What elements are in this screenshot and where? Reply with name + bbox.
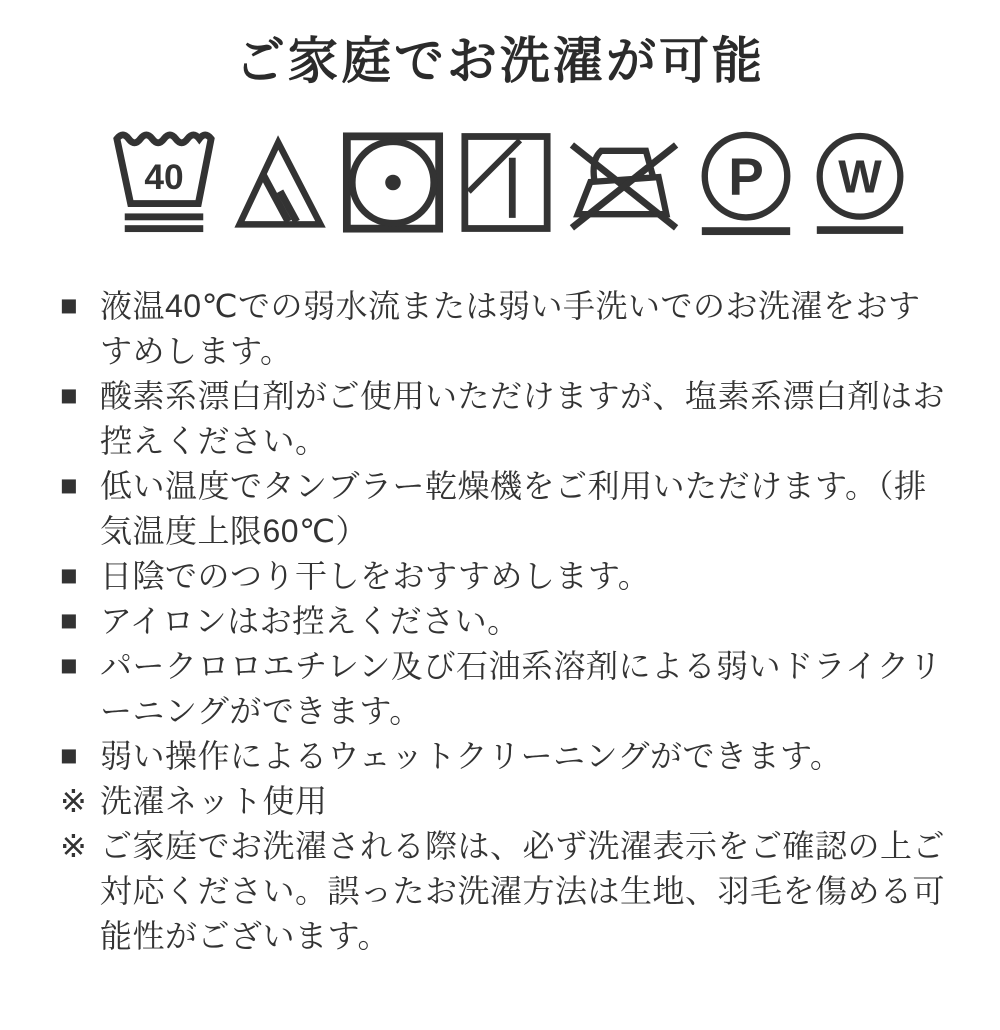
instruction-text: 液温40℃での弱水流または弱い手洗いでのお洗濯をおすすめします。 (100, 288, 921, 369)
instruction-text: パークロロエチレン及び石油系溶剤による弱いドライクリーニングができます。 (100, 648, 942, 729)
note-marker: ※ (60, 783, 87, 819)
square-bullet: ■ (60, 470, 78, 502)
instruction-text: 弱い操作によるウェットクリーニングができます。 (100, 738, 843, 774)
shade-hang-dry-icon (460, 130, 552, 235)
square-bullet: ■ (60, 740, 78, 772)
instruction-item (60, 554, 950, 599)
square-bullet: ■ (60, 380, 78, 412)
instruction-text: 低い温度でタンブラー乾燥機をご利用いただけます。（排気温度上限60℃） (100, 468, 927, 549)
instruction-item (60, 824, 950, 959)
care-instructions-list (60, 284, 950, 959)
dry-clean-letter: P (728, 147, 764, 207)
instruction-item (60, 734, 950, 779)
instruction-text: 日陰でのつり干しをおすすめします。 (100, 558, 651, 594)
instruction-text: ご家庭でお洗濯される際は、必ず洗濯表示をご確認の上ご対応ください。誤ったお洗濯方法は生地、羽毛を傷める可能性がございます。 (100, 828, 946, 954)
instruction-item (60, 779, 950, 824)
no-iron-icon (568, 130, 680, 235)
oxygen-bleach-triangle-icon (234, 130, 326, 235)
care-symbols-row (110, 130, 1000, 238)
square-bullet: ■ (60, 290, 78, 322)
instruction-item (60, 464, 950, 554)
instruction-item (60, 284, 950, 374)
wet-clean-letter: W (838, 150, 882, 203)
square-bullet: ■ (60, 605, 78, 637)
instruction-item (60, 374, 950, 464)
wash-tub-40-icon (110, 130, 218, 235)
wet-clean-w-icon (812, 130, 908, 238)
instruction-text: 洗濯ネット使用 (100, 783, 328, 819)
square-bullet: ■ (60, 650, 78, 682)
wash-temperature-label: 40 (144, 157, 184, 197)
instruction-item (60, 599, 950, 644)
dry-clean-p-icon (696, 130, 796, 238)
instruction-text: アイロンはお控えください。 (100, 603, 520, 639)
square-bullet: ■ (60, 560, 78, 592)
page-title: ご家庭でお洗濯が可能 (235, 33, 765, 89)
note-marker: ※ (60, 828, 87, 864)
instruction-item (60, 644, 950, 734)
tumble-dry-low-heat-icon (342, 130, 444, 235)
instruction-text: 酸素系漂白剤がご使用いただけますが、塩素系漂白剤はお控えください。 (100, 378, 946, 459)
